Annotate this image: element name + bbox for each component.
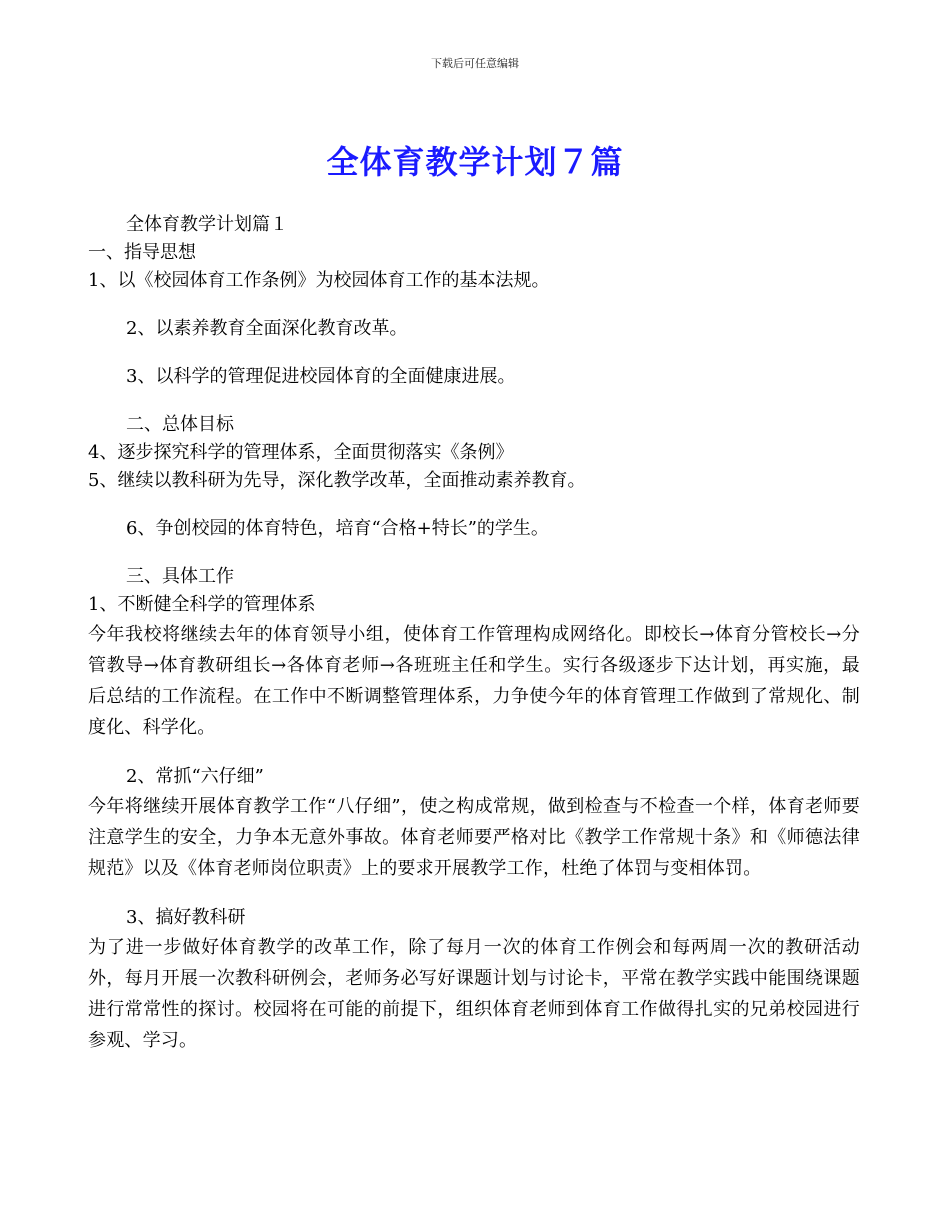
subsection-heading: 2、常抓“六仔细” bbox=[126, 766, 264, 787]
list-item: 2、以素养教育全面深化教育改革。 bbox=[126, 318, 408, 339]
document-title: 全体育教学计划７篇 bbox=[326, 143, 624, 181]
subsection-heading: 1、不断健全科学的管理体系 bbox=[88, 594, 316, 615]
document-body bbox=[88, 211, 860, 1056]
list-item: 1、以《校园体育工作条例》为校园体育工作的基本法规。 bbox=[88, 270, 550, 291]
header-note: 下载后可任意编辑 bbox=[431, 57, 519, 70]
body-paragraph: 今年将继续开展体育教学工作“八仔细”，使之构成常规，做到检查与不检查一个样，体育老师要注意学生的安全，力争本无意外事故。体育老师要严格对比《教学工作常规十条》和《师德法律规范》以及《体育老师岗位职责》上的要求开展教学工作，杜绝了体罚与变相体罚。 bbox=[88, 796, 860, 879]
section-heading-overall-goals: 二、总体目标 bbox=[126, 414, 234, 435]
section-heading-specific-work: 三、具体工作 bbox=[126, 566, 234, 587]
section-heading-guiding-ideology: 一、指导思想 bbox=[88, 242, 196, 263]
article-subtitle: 全体育教学计划篇１ bbox=[126, 214, 288, 235]
list-item: 5、继续以教科研为先导，深化教学改革，全面推动素养教育。 bbox=[88, 470, 586, 491]
body-paragraph: 今年我校将继续去年的体育领导小组，使体育工作管理构成网络化。即校长→体育分管校长→分管教导→体育教研组长→各体育老师→各班班主任和学生。实行各级逐步下达计划，再实施，最后总结的工作流程。在工作中不断调整管理体系，力争使今年的体育管理工作做到了常规化、制度化、科学化。 bbox=[88, 624, 860, 738]
body-paragraph: 为了进一步做好体育教学的改革工作，除了每月一次的体育工作例会和每两周一次的教研活动外，每月开展一次教科研例会，老师务必写好课题计划与讨论卡，平常在教学实践中能围绕课题进行常常性的探讨。校园将在可能的前提下，组织体育老师到体育工作做得扎实的兄弟校园进行参观、学习。 bbox=[88, 937, 860, 1051]
list-item: 3、以科学的管理促进校园体育的全面健康进展。 bbox=[126, 366, 516, 387]
subsection-heading: 3、搞好教科研 bbox=[126, 907, 246, 928]
list-item: 6、争创校园的体育特色，培育“合格+特长”的学生。 bbox=[126, 518, 549, 539]
list-item: 4、逐步探究科学的管理体系，全面贯彻落实《条例》 bbox=[88, 442, 514, 463]
